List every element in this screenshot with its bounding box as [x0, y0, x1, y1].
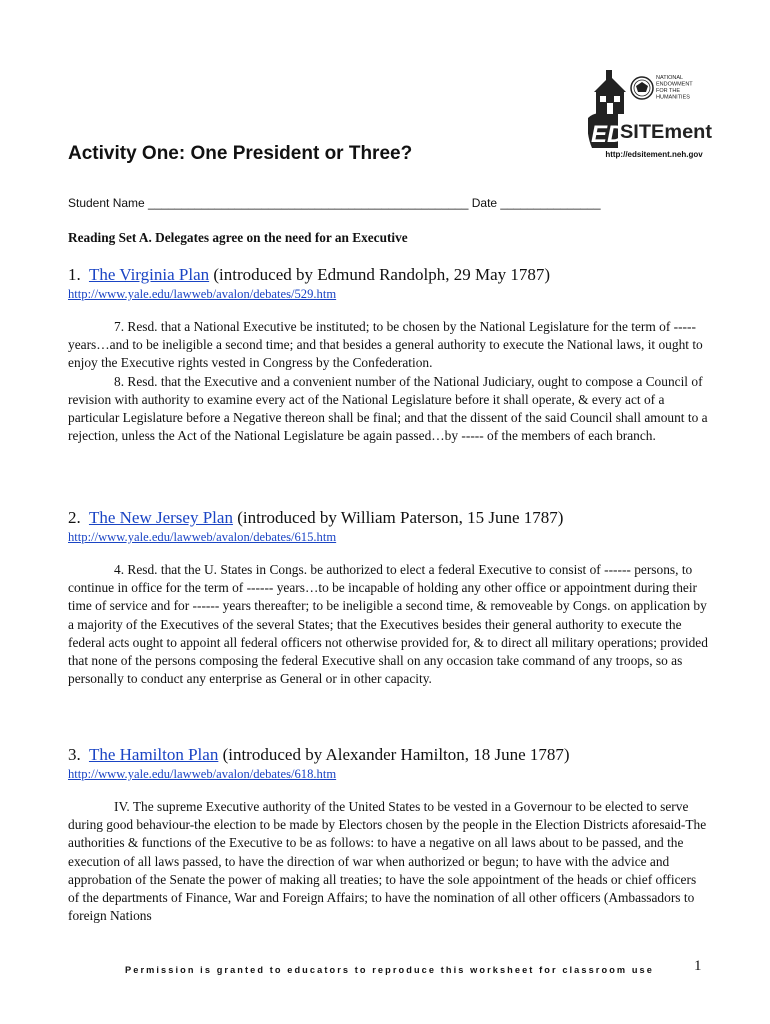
hamilton-plan-link[interactable]: The Hamilton Plan	[88, 745, 219, 764]
resolution-8: 8. Resd. that the Executive and a convenient number of the National Judiciary, ought to compose a Council of revision with authority to examine every act of the National Legislature before it shall operate, & every act of a particular Legislature before a Negative thereon shall be final; and that the dissent of the said Council shall amount to a rejection, unless the Act of the National Legislature be again passed…by ----- of the members of each branch.	[68, 373, 708, 444]
page-number: 1	[694, 958, 702, 974]
hamilton-plan-url[interactable]: http://www.yale.edu/lawweb/avalon/debates/618.htm	[68, 767, 337, 781]
section-heading	[68, 744, 708, 766]
section-number: 1.	[68, 265, 81, 284]
schoolhouse-icon	[594, 70, 626, 114]
reading-set-heading: Reading Set A. Delegates agree on the need for an Executive	[68, 230, 408, 245]
virginia-plan-link[interactable]: The Virginia Plan	[88, 265, 210, 284]
section-virginia-plan	[68, 264, 708, 445]
logo-sitement: SITEment	[620, 122, 713, 143]
section-hamilton-plan	[68, 744, 708, 925]
section-heading	[68, 264, 708, 286]
neh-seal-icon	[631, 77, 653, 99]
section-intro: (introduced by Edmund Randolph, 29 May 1787)	[213, 265, 551, 284]
section-new-jersey-plan	[68, 507, 708, 688]
section-heading	[68, 507, 708, 529]
agency-line-3: FOR THE	[656, 88, 681, 94]
activity-title: Activity One: One President or Three?	[68, 143, 413, 164]
agency-line-4: HUMANITIES	[656, 94, 690, 101]
agency-line-1: NATIONAL	[656, 75, 684, 81]
section-intro: (introduced by William Paterson, 15 June 1787)	[237, 508, 564, 527]
virginia-plan-url[interactable]: http://www.yale.edu/lawweb/avalon/debates/529.htm	[68, 287, 337, 301]
student-name-date-line: Student Name ________________________________________________ Date _______________	[68, 196, 601, 210]
permission-footer: Permission is granted to educators to reproduce this worksheet for classroom use	[125, 965, 654, 975]
edsitement-logo	[588, 68, 716, 160]
logo-ed: ED	[591, 121, 625, 148]
resolution-7: 7. Resd. that a National Executive be instituted; to be chosen by the National Legislature for the term of ----- years…and to be ineligible a second time; and that besides a general authority to execute the National laws, it ought to enjoy the Executive rights vested in Congress by the Confederation.	[68, 319, 703, 371]
section-intro: (introduced by Alexander Hamilton, 18 June 1787)	[222, 745, 570, 764]
section-number: 3.	[68, 745, 81, 764]
resolution-4: 4. Resd. that the U. States in Congs. be authorized to elect a federal Executive to consist of ------ persons, to continue in office for the term of ------ years…to be incapable of holding any other office or appointment during their time of service and for ------ years thereafter; to be ineligible a second time, & removeable by Congs. on application by a majority of the Executives of the several States; that the Executives besides their general authority to execute the federal acts ought to appoint all federal officers not otherwise provided for, & to direct all military operations; provided that none of the persons composing the federal Executive shall on any occasion take command of any troops, so as personally to conduct any enterprise as General or in other capacity.	[68, 562, 708, 687]
agency-line-2: ENDOWMENT	[656, 81, 693, 88]
logo-url[interactable]: http://edsitement.neh.gov	[605, 150, 703, 159]
new-jersey-plan-link[interactable]: The New Jersey Plan	[88, 508, 233, 527]
article-iv: IV. The supreme Executive authority of the United States to be vested in a Governour to be elected to serve during good behaviour-the election to be made by Electors chosen by the people in the Election Districts aforesaid-The authorities & functions of the Executive to be as follows: to have a negative on all laws about to be passed, and the execution of all laws passed, to have the direction of war when authorized or begun; to have with the advice and approbation of the Senate the power of making all treaties; to have the sole appointment of the heads or chief officers of the departments of Finance, War and Foreign Affairs; to have the nomination of all other officers (Ambassadors to foreign Nations	[68, 799, 707, 924]
section-number: 2.	[68, 508, 81, 527]
new-jersey-plan-url[interactable]: http://www.yale.edu/lawweb/avalon/debates/615.htm	[68, 530, 337, 544]
